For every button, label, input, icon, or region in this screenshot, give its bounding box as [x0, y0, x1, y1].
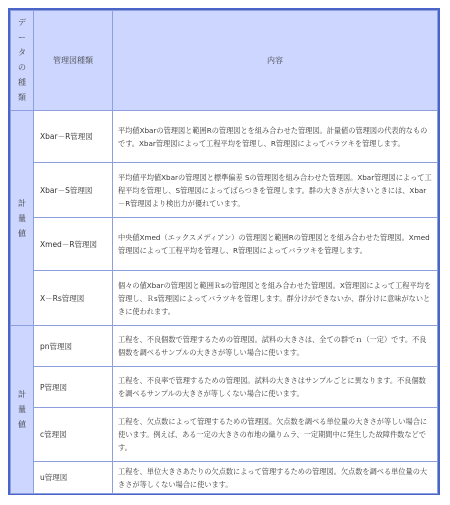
chart-description: 工程を、単位大きさあたりの欠点数によって管理するための管理図。欠点数を調べる単位量の大きさが等しくない場合に使います。	[113, 462, 438, 494]
chart-description: 平均値Xbarの管理図と範囲Rの管理図とを組み合わせた管理図。計量値の管理図の代表的なものです。Xbar管理図によって工程平均を管理し、R管理図によってバラツキを管理します。	[113, 111, 438, 163]
header-content: 内容	[113, 11, 438, 111]
chart-description: 工程を、欠点数によって管理するための管理図。欠点数を調べる単位量の大きさが等しい場合に使います。例えば、ある一定の大きさの布地の織りムラ、一定期間中に発生した故障件数などです。	[113, 408, 438, 462]
chart-name: X－Rs管理図	[34, 271, 113, 326]
table-row	[11, 367, 438, 408]
chart-name: Xmed－R管理図	[34, 218, 113, 271]
table-row	[11, 408, 438, 462]
header-row	[11, 11, 438, 111]
control-chart-table	[10, 10, 438, 494]
chart-name: u管理図	[34, 462, 113, 494]
table-row	[11, 326, 438, 367]
chart-name: P管理図	[34, 367, 113, 408]
chart-name: c管理図	[34, 408, 113, 462]
chart-description: 個々の値Xbarの管理図と範囲Ｒsの管理図とを組み合わせた管理図。X管理図によって工程平均を管理し、Ｒs管理図によってバラツキを管理します。群分けができないか、群分けに意味がないときに使われます。	[113, 271, 438, 326]
table-row	[11, 218, 438, 271]
chart-description: 工程を、不良率で管理するための管理図。試料の大きさはサンプルごとに異なります。不良個数を調べるサンプルの大きさが等しくない場合に使います。	[113, 367, 438, 408]
table-row	[11, 163, 438, 218]
header-chart-type: 管理図種類	[34, 11, 113, 111]
category-label: 計量値	[18, 198, 26, 238]
chart-description: 工程を、不良個数で管理するための管理図。試料の大きさは、全ての群でｎ（一定）です。不良個数を調べるサンプルの大きさが等しい場合に使います。	[113, 326, 438, 367]
chart-name: pn管理図	[34, 326, 113, 367]
chart-name: Xbar－S管理図	[34, 163, 113, 218]
header-data-type-label: データの種類	[18, 18, 26, 102]
header-data-type	[11, 11, 34, 111]
category-cell	[11, 111, 34, 326]
table-row	[11, 271, 438, 326]
table-row	[11, 111, 438, 163]
chart-description: 平均値平均値Xbarの管理図と標準偏差 Sの管理図を組み合わせた管理図。Xbar管理図によって工程平均を管理し、S管理図によってばらつきを管理します。群の大きさが大きいときには、Xbar－R管理図より検出力が優れています。	[113, 163, 438, 218]
category-label: 計量値	[18, 390, 26, 429]
table-row	[11, 462, 438, 494]
chart-name: Xbar－R管理図	[34, 111, 113, 163]
chart-description: 中央値Xmed（エックスメディアン）の管理図と範囲Rの管理図とを組み合わせた管理図。Xmed管理図によって工程平均を管理し、R管理図によってバラツキを管理します。	[113, 218, 438, 271]
category-cell	[11, 326, 34, 494]
control-chart-table-frame	[8, 8, 440, 495]
